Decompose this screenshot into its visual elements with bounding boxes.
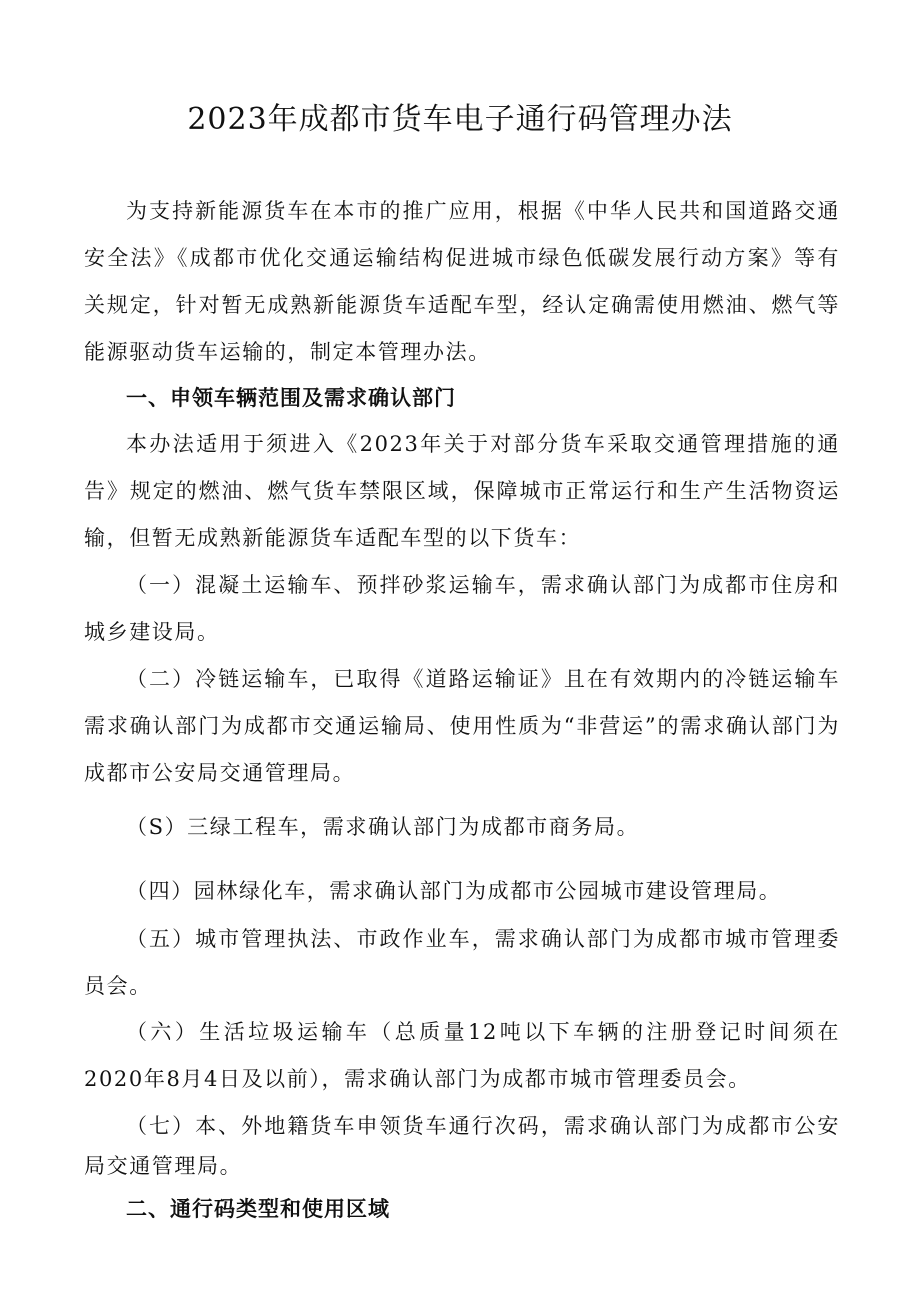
list-item-4: （四）园林绿化车，需求确认部门为成都市公园城市建设管理局。 — [126, 879, 782, 903]
list-item-1: （一）混凝土运输车、预拌砂浆运输车，需求确认部门为成都市住房和城乡建设局。 — [84, 573, 840, 644]
section-2-heading: 二、通行码类型和使用区域 — [126, 1197, 390, 1221]
list-item-3: （S）三绿工程车，需求确认部门为成都市商务局。 — [126, 815, 640, 839]
list-item-6: （六）生活垃圾运输车（总质量12吨以下车辆的注册登记时间须在2020年8月4日及以前），需求确认部门为成都市城市管理委员会。 — [84, 1020, 840, 1091]
list-item-5: （五）城市管理执法、市政作业车，需求确认部门为成都市城市管理委员会。 — [84, 927, 840, 998]
document-title: 2023年成都市货车电子通行码管理办法 — [187, 102, 733, 137]
section-1-lead-paragraph: 本办法适用于须进入《2023年关于对部分货车采取交通管理措施的通告》规定的燃油、燃气货车禁限区域，保障城市正常运行和生产生活物资运输，但暂无成熟新能源货车适配车型的以下货车： — [84, 432, 840, 550]
list-item-2: （二）冷链运输车，已取得《道路运输证》且在有效期内的冷链运输车需求确认部门为成都市交通运输局、使用性质为“非营运”的需求确认部门为成都市公安局交通管理局。 — [84, 667, 840, 785]
section-1-heading: 一、申领车辆范围及需求确认部门 — [126, 386, 456, 410]
list-item-7: （七）本、外地籍货车申领货车通行次码，需求确认部门为成都市公安局交通管理局。 — [84, 1114, 840, 1178]
intro-paragraph: 为支持新能源货车在本市的推广应用，根据《中华人民共和国道路交通安全法》《成都市优化交通运输结构促进城市绿色低碳发展行动方案》等有关规定，针对暂无成熟新能源货车适配车型，经认定确需使用燃油、燃气等能源驱动货车运输的，制定本管理办法。 — [84, 199, 840, 364]
